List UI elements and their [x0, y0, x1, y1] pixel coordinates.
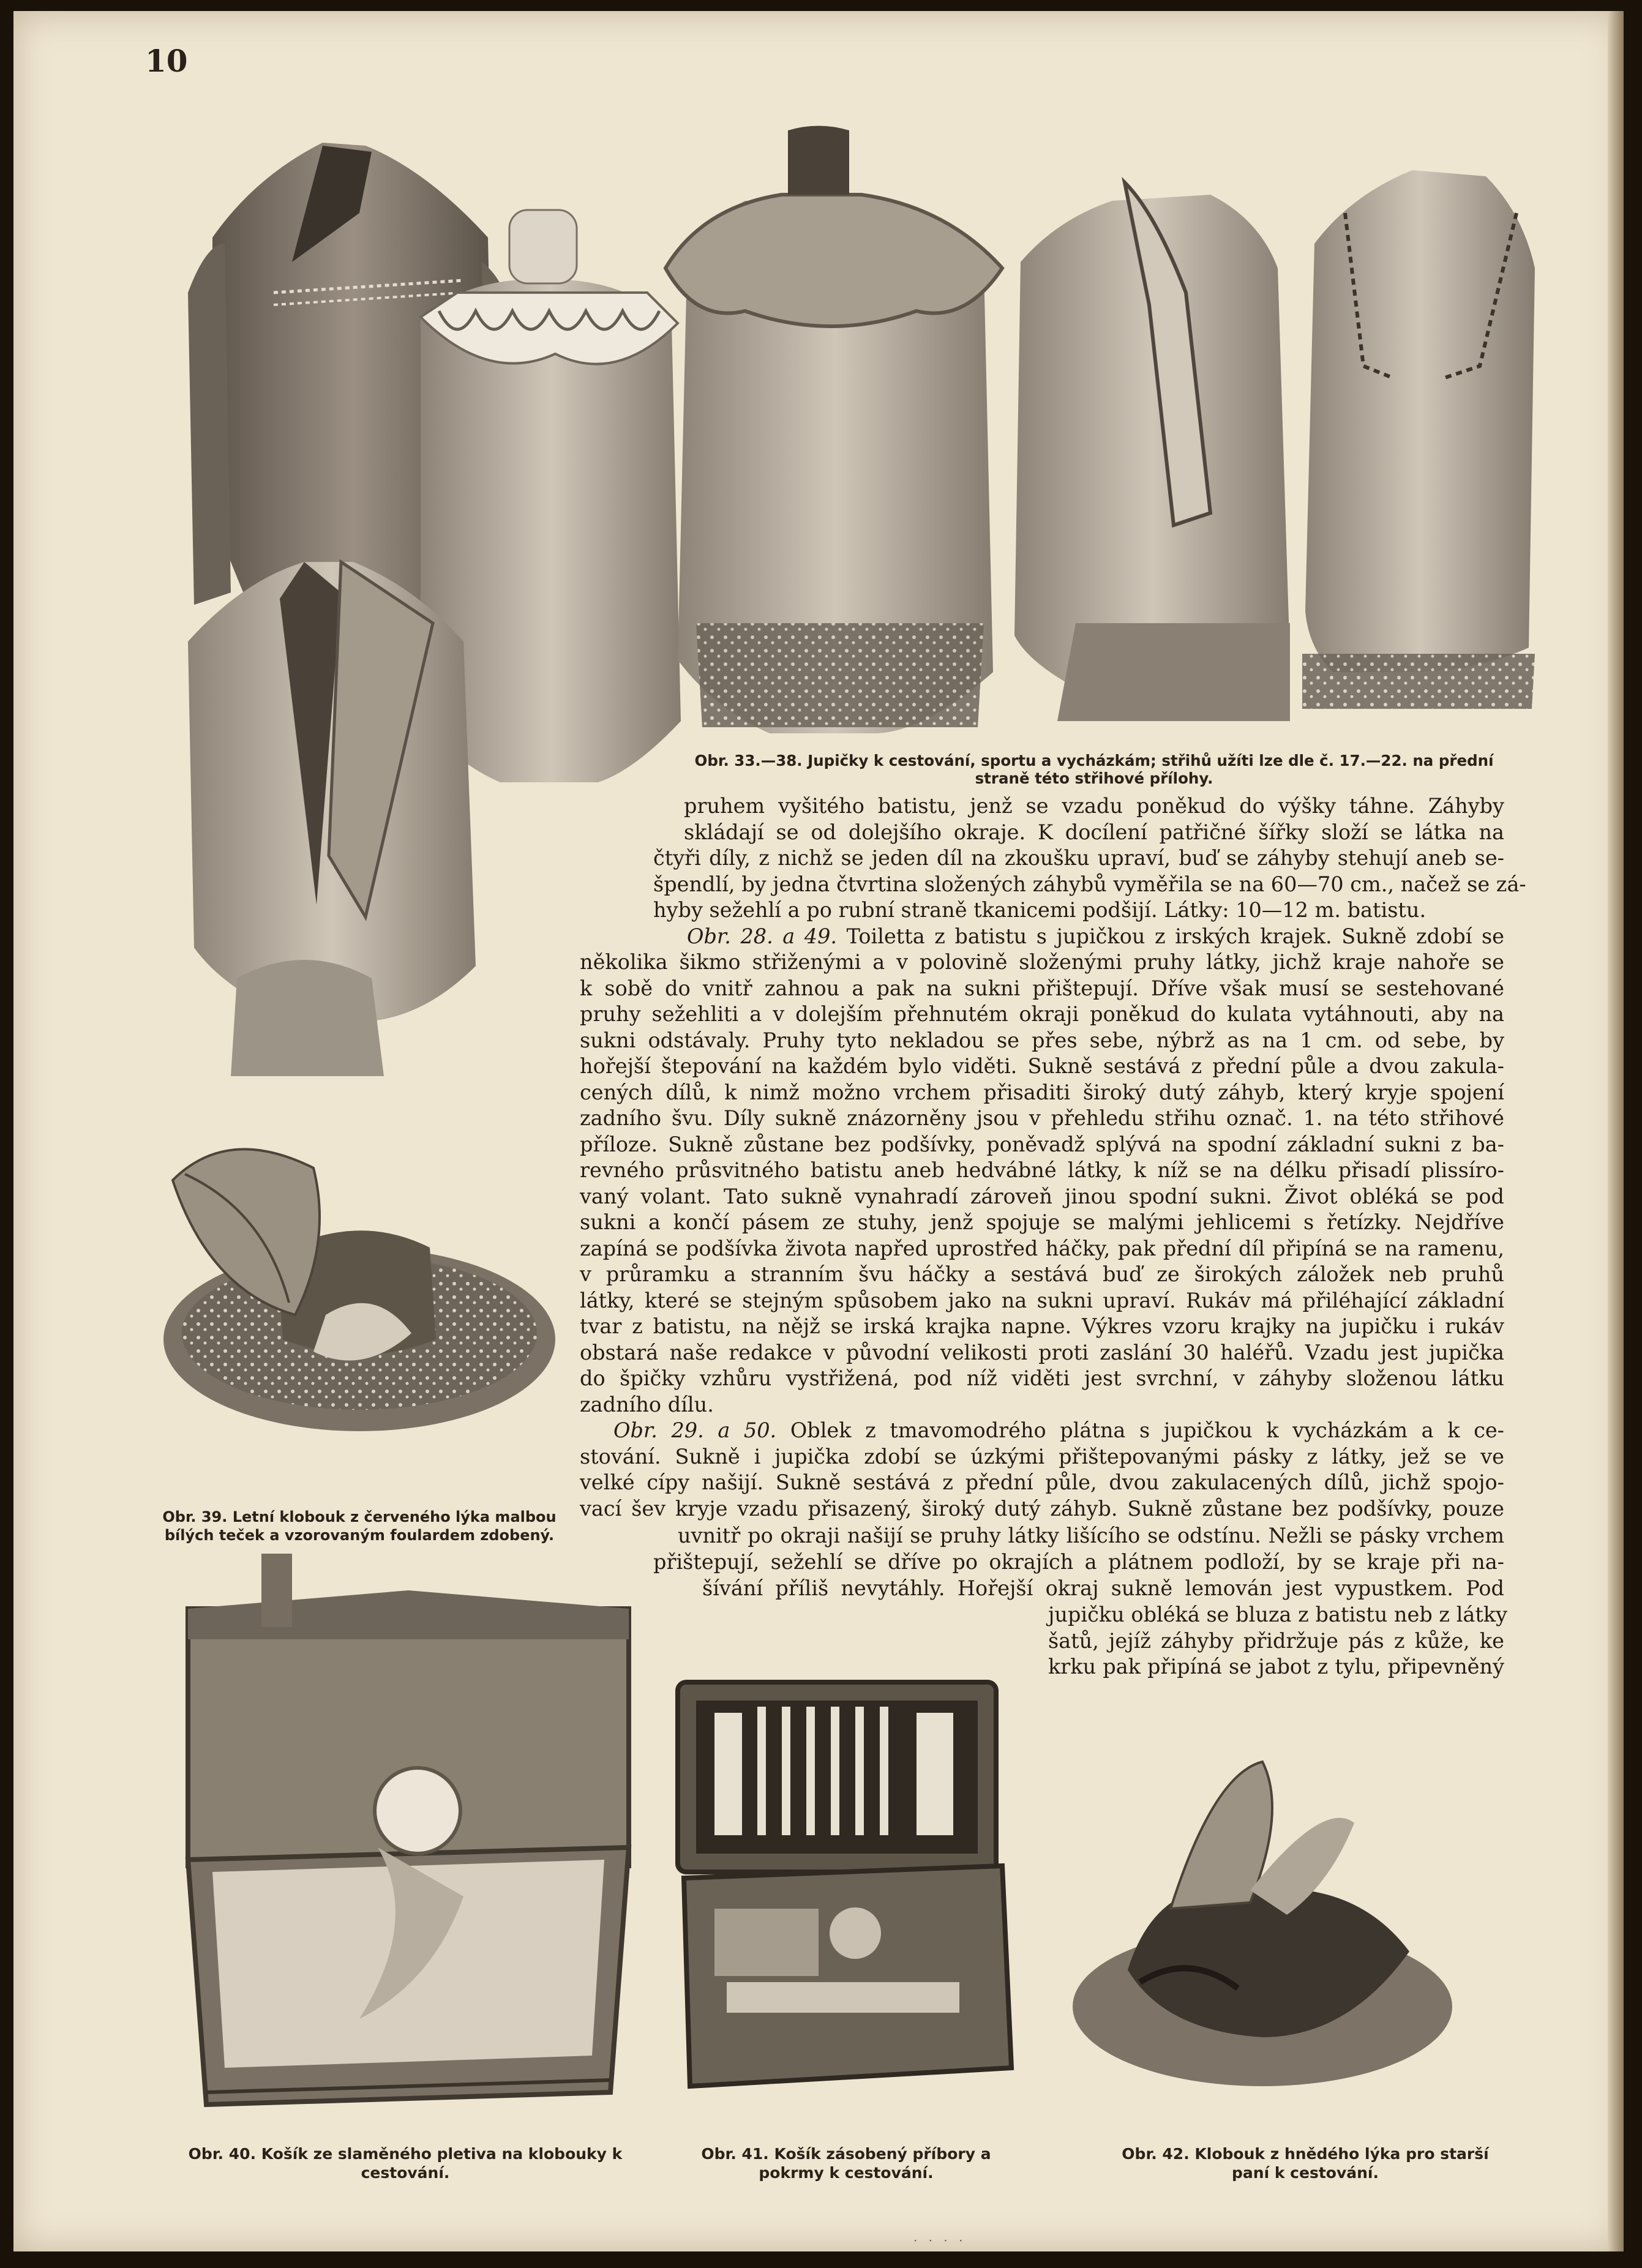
text-line: šatů, jejíž záhyby přidržuje pás z kůže, ke [1048, 1628, 1504, 1653]
article-text-middle [580, 949, 1504, 1522]
text-line: šívání příliš nevytáhly. Hořejší okraj sukně lemován jest vypustkem. Pod [702, 1576, 1504, 1600]
text-line: čtyři díly, z nichž se jeden díl na zkoušku upraví, buď se záhyby stehují aneb se- [653, 846, 1504, 870]
text-line: tvar z batistu, na nějž se irská krajka napne. Výkres vzoru krajky na jupičku i rukáv [580, 1314, 1504, 1338]
text-line: skládají se od dolejšího okraje. K docílení patřičné šířky složí se látka na [684, 820, 1504, 844]
text-line: Oblek z tmavomodrého plátna s jupičkou k vycházkám a k ce- [790, 1418, 1504, 1442]
hat-engraving-fig42 [1067, 1750, 1471, 2098]
text-line: v průramku a stranním švu háčky a sestává buď ze širokých záložek neb pruhů [580, 1262, 1504, 1286]
text-line: vací šev kryje vzadu přisazený, široký dutý záhyb. Sukně zůstane bez podšívky, pouze [580, 1496, 1504, 1521]
text-line: Toiletta z batistu s jupičkou z irských krajek. Sukně zdobí se [846, 924, 1504, 948]
picnic-basket-engraving [672, 1676, 1021, 2092]
hat-engraving-fig39 [154, 1131, 564, 1456]
caption-fig-33-38: Obr. 33.—38. Jupičky k cestování, sportu a vycházkám; střihů užíti lze dle č. 17.—22. na přední straně této střihové přílohy. [694, 752, 1494, 787]
text-line: vaný volant. Tato sukně vynahradí zároveň jinou spodní sukni. Život obléká se pod [580, 1184, 1504, 1208]
text-line-obr-29 [580, 1418, 1504, 1444]
text-line: pruhem vyšitého batistu, jenž se vzadu poněkud do výšky táhne. Záhyby [684, 794, 1504, 818]
page [13, 11, 1624, 2251]
caption-fig-42: Obr. 42. Klobouk z hnědého lýka pro starší paní k cestování. [1122, 2145, 1489, 2182]
text-line: k sobě do vnitř zahnou a pak na sukni přištepují. Dříve však musí se sestehované [580, 976, 1504, 1000]
page-edge [1608, 11, 1624, 2251]
article-text-upper [653, 793, 1526, 949]
text-line: revného průsvitného batistu aneb hedvábné látky, k níž se na délku přisadí plissíro- [580, 1158, 1504, 1182]
page-bottom-dots: · · · · [913, 2233, 967, 2248]
text-line: uvnitř po okraji našijí se pruhy látky lišícího se odstínu. Nežli se pásky vrchem [678, 1524, 1504, 1548]
text-line: hyby sežehlí a po rubní straně tkanicemi podšijí. Látky: 10—12 m. batistu. [653, 898, 1426, 922]
text-line: obstará naše redakce v původní velikosti proti zaslání 30 haléřů. Vzadu jest jupička [580, 1340, 1504, 1364]
text-line: sukni a končí pásem ze stuhy, jenž spojuje se malými jehlicemi s řetízky. Nejdříve [580, 1210, 1504, 1234]
text-line: velké cípy našijí. Sukně sestává z přední půle, dvou zakulacených dílů, jichž spojo- [580, 1470, 1504, 1494]
text-line: sukni odstávaly. Pruhy tyto nekladou se přes sebe, nýbrž as na 1 cm. od sebe, by [580, 1028, 1504, 1052]
text-line: hořejší štepování na každém bylo viděti. Sukně sestává z přední půle a dvou zakula- [580, 1054, 1504, 1078]
text-line-obr-28 [653, 924, 1504, 950]
text-line: příloze. Sukně zůstane bez podšívky, poněvadž splývá na spodní základní sukni z ba- [580, 1132, 1504, 1156]
hat-illustration-fig42 [1067, 1750, 1471, 2098]
picnic-basket-illustration-fig41 [672, 1676, 1021, 2092]
figure-reference: Obr. 29. a 50. [613, 1418, 777, 1442]
text-line: do špičky vzhůru vystřižená, pod níž viděti jest svrchní, v záhyby složenou látku [580, 1366, 1504, 1390]
text-line: několika šikmo střiženými a v polovině složenými pruhy látky, jichž kraje nahoře se [580, 950, 1504, 974]
text-line: přištepují, sežehlí se dříve po okrajích a plátnem podloží, by se kraje při na- [653, 1550, 1504, 1574]
caption-fig-40: Obr. 40. Košík ze slaměného pletiva na klobouky k cestování. [188, 2145, 623, 2182]
text-line: stování. Sukně i jupička zdobí se úzkými přištepovanými pásky z látky, jež se ve [580, 1444, 1504, 1469]
text-line: cených dílů, k nimž možno vrchem přisaditi široký dutý záhyb, který kryje spojení [580, 1080, 1504, 1104]
text-line: krku pak připíná se jabot z tylu, připevněný [1048, 1655, 1504, 1679]
hat-illustration-fig39 [154, 1131, 564, 1456]
text-line: zapíná se podšívka života napřed uprostřed háčky, pak přední díl připíná se na ramenu, [580, 1236, 1504, 1260]
text-line: zadního švu. Díly sukně znázorněny jsou v přehledu střihu označ. 1. na této střihové [580, 1106, 1504, 1130]
caption-fig-41: Obr. 41. Košík zásobený příbory a pokrmy k cestování. [701, 2145, 991, 2182]
text-line: jupičku obléká se bluza z batistu neb z látky [1048, 1603, 1508, 1626]
text-line: látky, které se stejným spůsobem jako na sukni upraví. Rukáv má přiléhající základní [580, 1288, 1504, 1312]
article-text-narrow [1048, 1602, 1508, 1680]
caption-fig-39: Obr. 39. Letní klobouk z červeného lýka malbou bílých teček a vzorovaným foulardem zdobený. [162, 1508, 557, 1544]
article-text-indent-2 [653, 1549, 1504, 1576]
figure-reference: Obr. 28. a 49. [687, 924, 838, 948]
article-text-indent-3 [702, 1576, 1504, 1602]
text-line: zadního dílu. [580, 1392, 714, 1417]
hat-basket-illustration-fig40 [176, 1554, 641, 2114]
article-text-indent-1 [678, 1523, 1504, 1549]
page-number: 10 [145, 43, 188, 79]
hat-basket-engraving [176, 1554, 641, 2114]
text-line: špendlí, by jedna čtvrtina složených záhybů vyměřila se na 60—70 cm., načež se zá- [653, 872, 1526, 896]
text-line: pruhy sežehliti a v dolejším přehnutém okraji poněkud do kulata vytáhnouti, aby na [580, 1002, 1504, 1026]
